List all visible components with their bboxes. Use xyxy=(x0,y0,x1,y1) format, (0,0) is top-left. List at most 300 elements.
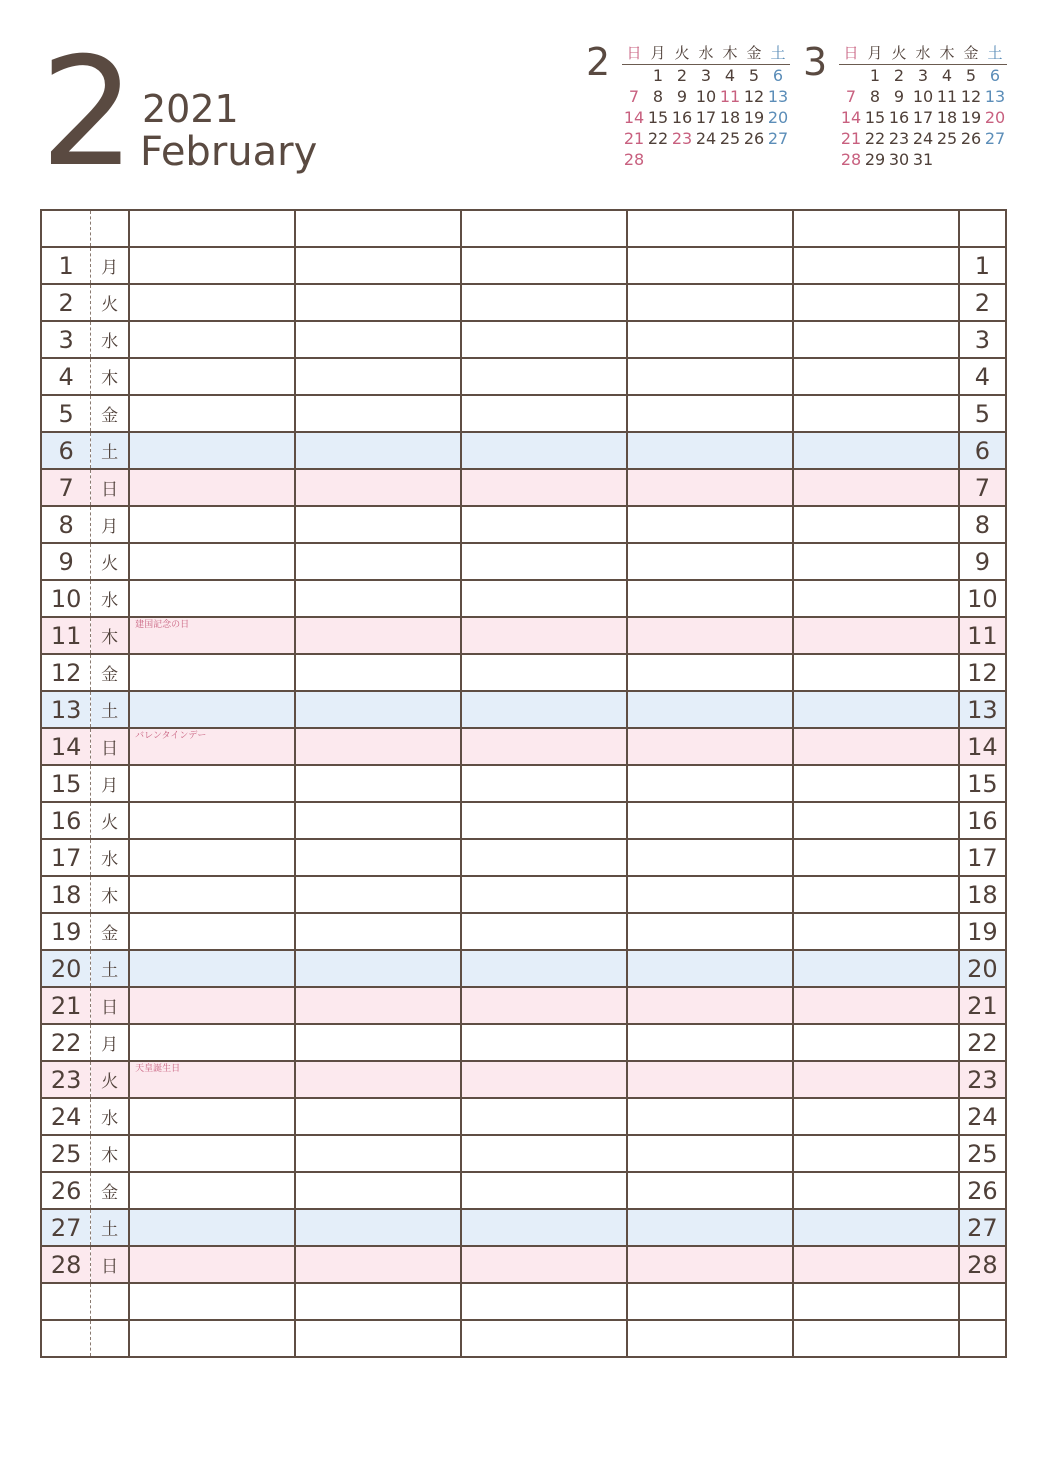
mini-calendar-day: 3 xyxy=(917,66,929,85)
schedule-cell[interactable] xyxy=(129,1246,295,1283)
day-number: 20 xyxy=(41,950,91,987)
day-number-right: 6 xyxy=(959,432,1006,469)
schedule-cell[interactable] xyxy=(793,580,959,617)
mini-calendar-day: 13 xyxy=(984,87,1006,106)
day-weekday: 火 xyxy=(91,802,129,839)
day-number-right: 10 xyxy=(959,580,1006,617)
day-number-right: 27 xyxy=(959,1209,1006,1246)
day-number: 28 xyxy=(41,1246,91,1283)
schedule-cell[interactable] xyxy=(129,913,295,950)
day-weekday: 土 xyxy=(91,691,129,728)
day-row xyxy=(41,395,1006,432)
mini-calendar-day: 27 xyxy=(767,129,789,148)
schedule-cell[interactable] xyxy=(461,728,627,765)
schedule-cell[interactable] xyxy=(627,1098,793,1135)
schedule-cell[interactable] xyxy=(295,987,461,1024)
day-number-right: 18 xyxy=(959,876,1006,913)
day-number-right: 7 xyxy=(959,469,1006,506)
schedule-cell[interactable] xyxy=(461,543,627,580)
schedule-cell[interactable] xyxy=(129,950,295,987)
day-weekday xyxy=(91,1283,129,1320)
day-weekday: 月 xyxy=(91,247,129,284)
mini-calendar-day: 15 xyxy=(864,108,886,127)
schedule-cell[interactable] xyxy=(129,1283,295,1320)
schedule-cell[interactable] xyxy=(295,691,461,728)
mini-calendar-day: 25 xyxy=(719,129,741,148)
schedule-cell[interactable] xyxy=(461,987,627,1024)
schedule-cell[interactable] xyxy=(461,1320,627,1357)
schedule-cell[interactable] xyxy=(295,802,461,839)
schedule-cell[interactable] xyxy=(129,654,295,691)
day-weekday: 日 xyxy=(91,1246,129,1283)
schedule-cell[interactable] xyxy=(129,876,295,913)
event-note: 建国記念の日 xyxy=(135,620,190,630)
day-number-right xyxy=(959,1320,1006,1357)
schedule-cell[interactable] xyxy=(627,543,793,580)
schedule-cell[interactable] xyxy=(461,469,627,506)
schedule-cell[interactable] xyxy=(461,950,627,987)
mini-calendar-day xyxy=(935,149,959,170)
schedule-cell[interactable] xyxy=(129,691,295,728)
mini-calendar-weekday: 火 xyxy=(674,44,690,62)
schedule-cell[interactable] xyxy=(627,987,793,1024)
schedule-cell[interactable] xyxy=(129,1024,295,1061)
mini-calendar-day: 21 xyxy=(840,129,862,148)
day-row xyxy=(41,1098,1006,1135)
mini-calendar-day: 26 xyxy=(743,129,765,148)
mini-calendar-day: 20 xyxy=(984,108,1006,127)
mini-calendar-day xyxy=(766,149,790,170)
day-number-right: 12 xyxy=(959,654,1006,691)
day-weekday: 金 xyxy=(91,395,129,432)
day-row xyxy=(41,506,1006,543)
schedule-cell[interactable] xyxy=(627,284,793,321)
mini-calendar-week xyxy=(622,86,790,107)
mini-calendar-month-number: 2 xyxy=(586,40,611,84)
day-number: 19 xyxy=(41,913,91,950)
mini-calendar-day: 28 xyxy=(623,150,645,169)
schedule-cell[interactable] xyxy=(295,1135,461,1172)
schedule-cell[interactable] xyxy=(129,395,295,432)
schedule-cell[interactable] xyxy=(793,1246,959,1283)
mini-calendar-day xyxy=(622,65,646,86)
schedule-cell[interactable] xyxy=(793,432,959,469)
schedule-cell[interactable] xyxy=(295,210,461,247)
schedule-cell[interactable] xyxy=(129,247,295,284)
schedule-cell[interactable] xyxy=(129,1320,295,1357)
schedule-cell[interactable] xyxy=(793,321,959,358)
mini-calendar-day: 31 xyxy=(912,150,934,169)
mini-calendar-day: 4 xyxy=(724,66,736,85)
schedule-cell[interactable] xyxy=(461,839,627,876)
schedule-cell[interactable] xyxy=(627,432,793,469)
day-weekday: 金 xyxy=(91,1172,129,1209)
mini-calendar-weekday-header xyxy=(839,42,1007,65)
day-number-right: 17 xyxy=(959,839,1006,876)
mini-calendar-day: 1 xyxy=(652,66,664,85)
schedule-cell[interactable] xyxy=(295,321,461,358)
schedule-cell[interactable] xyxy=(461,432,627,469)
day-number: 9 xyxy=(41,543,91,580)
day-weekday xyxy=(91,210,129,247)
day-row xyxy=(41,691,1006,728)
schedule-cell[interactable] xyxy=(627,1135,793,1172)
day-weekday: 火 xyxy=(91,543,129,580)
schedule-cell[interactable] xyxy=(627,950,793,987)
schedule-cell[interactable] xyxy=(627,1320,793,1357)
schedule-cell[interactable] xyxy=(295,1024,461,1061)
schedule-cell[interactable] xyxy=(627,1172,793,1209)
schedule-cell[interactable] xyxy=(461,284,627,321)
schedule-cell[interactable] xyxy=(461,358,627,395)
day-row xyxy=(41,765,1006,802)
schedule-cell[interactable] xyxy=(461,691,627,728)
mini-calendar-weekday: 水 xyxy=(698,44,714,62)
schedule-cell[interactable] xyxy=(129,1061,295,1098)
schedule-cell[interactable] xyxy=(627,1024,793,1061)
day-weekday: 火 xyxy=(91,1061,129,1098)
day-number: 22 xyxy=(41,1024,91,1061)
day-number xyxy=(41,210,91,247)
day-number: 14 xyxy=(41,728,91,765)
day-number-right: 2 xyxy=(959,284,1006,321)
schedule-cell[interactable] xyxy=(461,1209,627,1246)
schedule-cell[interactable] xyxy=(295,876,461,913)
schedule-cell[interactable] xyxy=(129,210,295,247)
mini-calendar-day xyxy=(718,149,742,170)
day-number: 21 xyxy=(41,987,91,1024)
mini-calendar-day: 9 xyxy=(893,87,905,106)
day-number-right: 11 xyxy=(959,617,1006,654)
day-number: 25 xyxy=(41,1135,91,1172)
schedule-cell[interactable] xyxy=(461,321,627,358)
schedule-cell[interactable] xyxy=(793,358,959,395)
schedule-cell[interactable] xyxy=(129,987,295,1024)
schedule-cell[interactable] xyxy=(627,1283,793,1320)
schedule-cell[interactable] xyxy=(461,506,627,543)
schedule-cell[interactable] xyxy=(627,765,793,802)
schedule-cell[interactable] xyxy=(793,1320,959,1357)
mini-calendar-weekday-header xyxy=(622,42,790,65)
schedule-cell[interactable] xyxy=(627,247,793,284)
mini-calendar-week xyxy=(622,65,790,86)
schedule-cell[interactable] xyxy=(461,913,627,950)
day-number: 26 xyxy=(41,1172,91,1209)
schedule-cell[interactable] xyxy=(793,506,959,543)
schedule-cell[interactable] xyxy=(295,1209,461,1246)
day-weekday: 土 xyxy=(91,432,129,469)
schedule-cell[interactable] xyxy=(461,765,627,802)
day-number xyxy=(41,1283,91,1320)
schedule-cell[interactable] xyxy=(461,1135,627,1172)
schedule-cell[interactable] xyxy=(295,432,461,469)
day-row xyxy=(41,1209,1006,1246)
mini-calendar-day: 13 xyxy=(767,87,789,106)
schedule-cell[interactable] xyxy=(793,1172,959,1209)
day-weekday: 土 xyxy=(91,950,129,987)
schedule-cell[interactable] xyxy=(295,395,461,432)
month-number: 2 xyxy=(40,26,134,200)
day-weekday: 水 xyxy=(91,321,129,358)
day-number-right: 20 xyxy=(959,950,1006,987)
schedule-cell[interactable] xyxy=(627,358,793,395)
schedule-cell[interactable] xyxy=(129,617,295,654)
schedule-cell[interactable] xyxy=(129,765,295,802)
mini-calendar-day: 9 xyxy=(676,87,688,106)
schedule-cell[interactable] xyxy=(461,876,627,913)
schedule-cell[interactable] xyxy=(295,1320,461,1357)
schedule-cell[interactable] xyxy=(793,802,959,839)
day-weekday: 木 xyxy=(91,1135,129,1172)
day-row xyxy=(41,1061,1006,1098)
day-number: 17 xyxy=(41,839,91,876)
schedule-cell[interactable] xyxy=(461,395,627,432)
day-weekday: 土 xyxy=(91,1209,129,1246)
schedule-cell[interactable] xyxy=(129,358,295,395)
day-row xyxy=(41,876,1006,913)
mini-calendar-weekday: 日 xyxy=(626,44,642,62)
day-weekday: 月 xyxy=(91,1024,129,1061)
mini-calendar-day: 14 xyxy=(840,108,862,127)
day-weekday: 火 xyxy=(91,284,129,321)
schedule-cell[interactable] xyxy=(129,728,295,765)
schedule-cell[interactable] xyxy=(627,395,793,432)
schedule-cell[interactable] xyxy=(461,1024,627,1061)
schedule-cell[interactable] xyxy=(129,839,295,876)
mini-calendar-day xyxy=(839,65,863,86)
year-label: 2021 xyxy=(142,87,239,131)
schedule-cell[interactable] xyxy=(793,284,959,321)
schedule-cell[interactable] xyxy=(295,1283,461,1320)
schedule-cell[interactable] xyxy=(627,913,793,950)
schedule-cell[interactable] xyxy=(793,987,959,1024)
day-number-right: 3 xyxy=(959,321,1006,358)
schedule-cell[interactable] xyxy=(295,469,461,506)
schedule-cell[interactable] xyxy=(129,469,295,506)
schedule-cell[interactable] xyxy=(793,728,959,765)
mini-calendar-day: 23 xyxy=(888,129,910,148)
schedule-cell[interactable] xyxy=(295,247,461,284)
schedule-cell[interactable] xyxy=(793,469,959,506)
schedule-cell[interactable] xyxy=(461,1246,627,1283)
schedule-cell[interactable] xyxy=(627,728,793,765)
mini-calendar-day: 27 xyxy=(984,129,1006,148)
mini-calendar-week xyxy=(622,107,790,128)
mini-calendar-day: 6 xyxy=(989,66,1001,85)
schedule-cell[interactable] xyxy=(461,802,627,839)
schedule-cell[interactable] xyxy=(627,1246,793,1283)
schedule-cell[interactable] xyxy=(627,469,793,506)
day-weekday: 木 xyxy=(91,617,129,654)
day-row xyxy=(41,617,1006,654)
day-row xyxy=(41,913,1006,950)
day-number: 12 xyxy=(41,654,91,691)
schedule-cell[interactable] xyxy=(627,691,793,728)
schedule-cell[interactable] xyxy=(461,1061,627,1098)
schedule-cell[interactable] xyxy=(295,839,461,876)
schedule-cell[interactable] xyxy=(461,654,627,691)
schedule-cell[interactable] xyxy=(295,506,461,543)
schedule-cell[interactable] xyxy=(793,210,959,247)
schedule-cell[interactable] xyxy=(793,1283,959,1320)
schedule-cell[interactable] xyxy=(793,765,959,802)
schedule-cell[interactable] xyxy=(295,728,461,765)
mini-calendar-day: 22 xyxy=(864,129,886,148)
schedule-cell[interactable] xyxy=(129,1209,295,1246)
schedule-cell[interactable] xyxy=(295,913,461,950)
day-number-right: 5 xyxy=(959,395,1006,432)
mini-calendar-weekday: 月 xyxy=(650,44,666,62)
day-number: 27 xyxy=(41,1209,91,1246)
blank-row xyxy=(41,1320,1006,1357)
schedule-cell[interactable] xyxy=(627,839,793,876)
schedule-cell[interactable] xyxy=(295,1246,461,1283)
mini-calendar-day: 23 xyxy=(671,129,693,148)
schedule-cell[interactable] xyxy=(627,210,793,247)
day-weekday: 水 xyxy=(91,1098,129,1135)
schedule-cell[interactable] xyxy=(627,506,793,543)
schedule-cell[interactable] xyxy=(627,321,793,358)
mini-calendar-day: 20 xyxy=(767,108,789,127)
schedule-cell[interactable] xyxy=(129,1172,295,1209)
mini-calendar-week xyxy=(839,128,1007,149)
schedule-cell[interactable] xyxy=(793,1209,959,1246)
schedule-cell[interactable] xyxy=(793,1135,959,1172)
day-weekday: 日 xyxy=(91,987,129,1024)
schedule-cell[interactable] xyxy=(129,1135,295,1172)
schedule-cell[interactable] xyxy=(793,395,959,432)
day-number-right: 19 xyxy=(959,913,1006,950)
schedule-cell[interactable] xyxy=(793,876,959,913)
schedule-cell[interactable] xyxy=(627,1209,793,1246)
mini-calendar-weekday: 木 xyxy=(722,44,738,62)
day-number: 1 xyxy=(41,247,91,284)
day-number-right: 13 xyxy=(959,691,1006,728)
mini-calendar-day: 3 xyxy=(700,66,712,85)
schedule-cell[interactable] xyxy=(793,950,959,987)
schedule-cell[interactable] xyxy=(295,950,461,987)
schedule-cell[interactable] xyxy=(793,617,959,654)
schedule-cell[interactable] xyxy=(461,1172,627,1209)
header-row xyxy=(41,210,1006,247)
mini-calendar-grid xyxy=(839,42,1007,170)
day-number: 18 xyxy=(41,876,91,913)
schedule-cell[interactable] xyxy=(627,802,793,839)
schedule-cell[interactable] xyxy=(295,1098,461,1135)
mini-calendar-day: 17 xyxy=(912,108,934,127)
schedule-cell[interactable] xyxy=(627,876,793,913)
day-row xyxy=(41,839,1006,876)
schedule-cell[interactable] xyxy=(295,1061,461,1098)
schedule-cell[interactable] xyxy=(129,506,295,543)
mini-calendar-day: 10 xyxy=(912,87,934,106)
schedule-cell[interactable] xyxy=(793,913,959,950)
day-weekday: 木 xyxy=(91,358,129,395)
schedule-cell[interactable] xyxy=(793,654,959,691)
mini-calendar-weekday: 日 xyxy=(843,44,859,62)
mini-calendar-day: 19 xyxy=(743,108,765,127)
schedule-cell[interactable] xyxy=(793,691,959,728)
mini-calendar-day: 5 xyxy=(748,66,760,85)
mini-calendar-weekday: 土 xyxy=(770,44,786,62)
mini-calendar-day: 1 xyxy=(869,66,881,85)
day-row xyxy=(41,284,1006,321)
day-weekday xyxy=(91,1320,129,1357)
schedule-cell[interactable] xyxy=(793,1061,959,1098)
day-number-right: 4 xyxy=(959,358,1006,395)
day-row xyxy=(41,654,1006,691)
mini-calendar-day xyxy=(959,149,983,170)
day-row xyxy=(41,802,1006,839)
schedule-cell[interactable] xyxy=(295,543,461,580)
schedule-cell[interactable] xyxy=(129,284,295,321)
day-row xyxy=(41,728,1006,765)
schedule-cell[interactable] xyxy=(129,321,295,358)
mini-calendar-day: 17 xyxy=(695,108,717,127)
schedule-cell[interactable] xyxy=(793,1024,959,1061)
day-weekday: 日 xyxy=(91,728,129,765)
schedule-cell[interactable] xyxy=(627,654,793,691)
mini-calendar-week xyxy=(839,107,1007,128)
schedule-cell[interactable] xyxy=(129,580,295,617)
schedule-cell[interactable] xyxy=(461,617,627,654)
schedule-cell[interactable] xyxy=(461,247,627,284)
day-number: 8 xyxy=(41,506,91,543)
mini-calendar-weekday: 月 xyxy=(867,44,883,62)
schedule-cell[interactable] xyxy=(129,432,295,469)
schedule-cell[interactable] xyxy=(129,543,295,580)
mini-calendar-day xyxy=(646,149,670,170)
schedule-cell[interactable] xyxy=(461,580,627,617)
schedule-cell[interactable] xyxy=(129,1098,295,1135)
schedule-cell[interactable] xyxy=(295,1172,461,1209)
day-number-right: 15 xyxy=(959,765,1006,802)
day-number: 23 xyxy=(41,1061,91,1098)
schedule-cell[interactable] xyxy=(295,580,461,617)
mini-calendar-day: 29 xyxy=(864,150,886,169)
schedule-cell[interactable] xyxy=(129,802,295,839)
schedule-cell[interactable] xyxy=(461,1098,627,1135)
schedule-cell[interactable] xyxy=(793,247,959,284)
mini-calendar-day: 24 xyxy=(695,129,717,148)
day-number: 6 xyxy=(41,432,91,469)
day-row xyxy=(41,1246,1006,1283)
mini-calendar-day: 4 xyxy=(941,66,953,85)
day-row xyxy=(41,1024,1006,1061)
schedule-cell[interactable] xyxy=(461,1283,627,1320)
schedule-cell[interactable] xyxy=(295,654,461,691)
day-number: 7 xyxy=(41,469,91,506)
schedule-cell[interactable] xyxy=(627,617,793,654)
schedule-cell[interactable] xyxy=(793,543,959,580)
schedule-cell[interactable] xyxy=(627,580,793,617)
schedule-cell[interactable] xyxy=(295,284,461,321)
schedule-cell[interactable] xyxy=(793,839,959,876)
schedule-cell[interactable] xyxy=(627,1061,793,1098)
mini-calendar-day: 25 xyxy=(936,129,958,148)
schedule-cell[interactable] xyxy=(461,210,627,247)
mini-calendar-week xyxy=(839,86,1007,107)
schedule-cell[interactable] xyxy=(295,358,461,395)
schedule-cell[interactable] xyxy=(295,617,461,654)
mini-calendar-day: 15 xyxy=(647,108,669,127)
schedule-cell[interactable] xyxy=(793,1098,959,1135)
event-note: バレンタインデー xyxy=(135,731,207,741)
schedule-cell[interactable] xyxy=(295,765,461,802)
blank-row xyxy=(41,1283,1006,1320)
day-number: 3 xyxy=(41,321,91,358)
day-weekday: 日 xyxy=(91,469,129,506)
